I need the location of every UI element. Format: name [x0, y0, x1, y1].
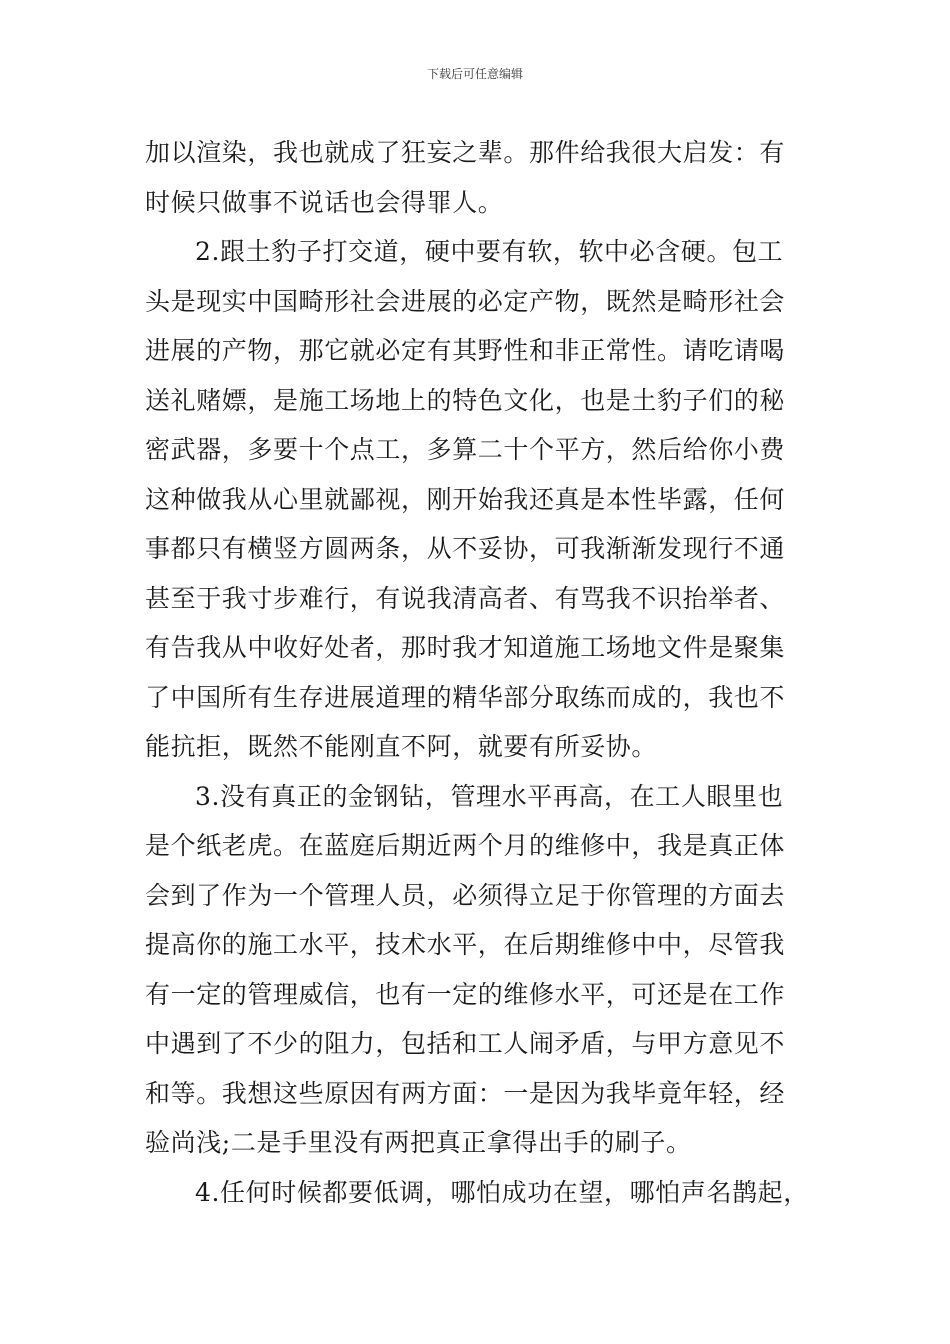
text-line: 中遇到了不少的阻力，包括和工人闹矛盾，与甲方意见不	[145, 1029, 786, 1058]
text-line: 甚至于我寸步难行，有说我清高者、有骂我不识抬举者、	[145, 583, 786, 613]
text-line: 头是现实中国畸形社会进展的必定产物，既然是畸形社会	[145, 286, 786, 316]
text-line: 进展的产物，那它就必定有其野性和非正常性。请吃请喝	[145, 336, 786, 365]
paragraph-start-line: 3.没有真正的金钢钻，管理水平再高，在工人眼里也	[195, 781, 784, 811]
text-line: 这种做我从心里就鄙视，刚开始我还真是本性毕露，任何	[145, 484, 786, 514]
paragraph-start-line: 2.跟土豹子打交道，硬中要有软，软中必含硬。包工	[195, 237, 784, 266]
text-line: 时候只做事不说话也会得罪人。	[145, 187, 504, 217]
text-line: 提高你的施工水平，技术水平，在后期维修中中，尽管我	[145, 930, 786, 959]
text-line: 事都只有横竖方圆两条，从不妥协，可我渐渐发现行不通	[145, 534, 786, 563]
text-line: 能抗拒，既然不能刚直不阿，就要有所妥协。	[145, 732, 658, 761]
text-line: 和等。我想这些原因有两方面：一是因为我毕竟年轻，经	[145, 1078, 786, 1108]
text-line: 密武器，多要十个点工，多算二十个平方，然后给你小费	[145, 435, 786, 464]
text-line: 了中国所有生存进展道理的精华部分取练而成的，我也不	[145, 682, 786, 712]
paragraph-start-line: 4.任何时候都要低调，哪怕成功在望，哪怕声名鹊起，	[195, 1177, 809, 1207]
text-line: 有告我从中收好处者，那时我才知道施工场地文件是聚集	[145, 633, 786, 662]
page-header: 下载后可任意编辑	[426, 67, 523, 81]
text-line: 有一定的管理威信，也有一定的维修水平，可还是在工作	[145, 979, 786, 1009]
text-line: 是个纸老虎。在蓝庭后期近两个月的维修中，我是真正体	[145, 831, 786, 860]
text-line: 送礼赌嫖，是施工场地上的特色文化，也是土豹子们的秘	[145, 385, 786, 415]
text-line: 会到了作为一个管理人员，必须得立足于你管理的方面去	[145, 880, 786, 910]
text-line: 加以渲染，我也就成了狂妄之辈。那件给我很大启发：有	[145, 138, 786, 167]
text-line: 验尚浅;二是手里没有两把真正拿得出手的刷子。	[145, 1128, 692, 1157]
document-body	[145, 128, 811, 1217]
